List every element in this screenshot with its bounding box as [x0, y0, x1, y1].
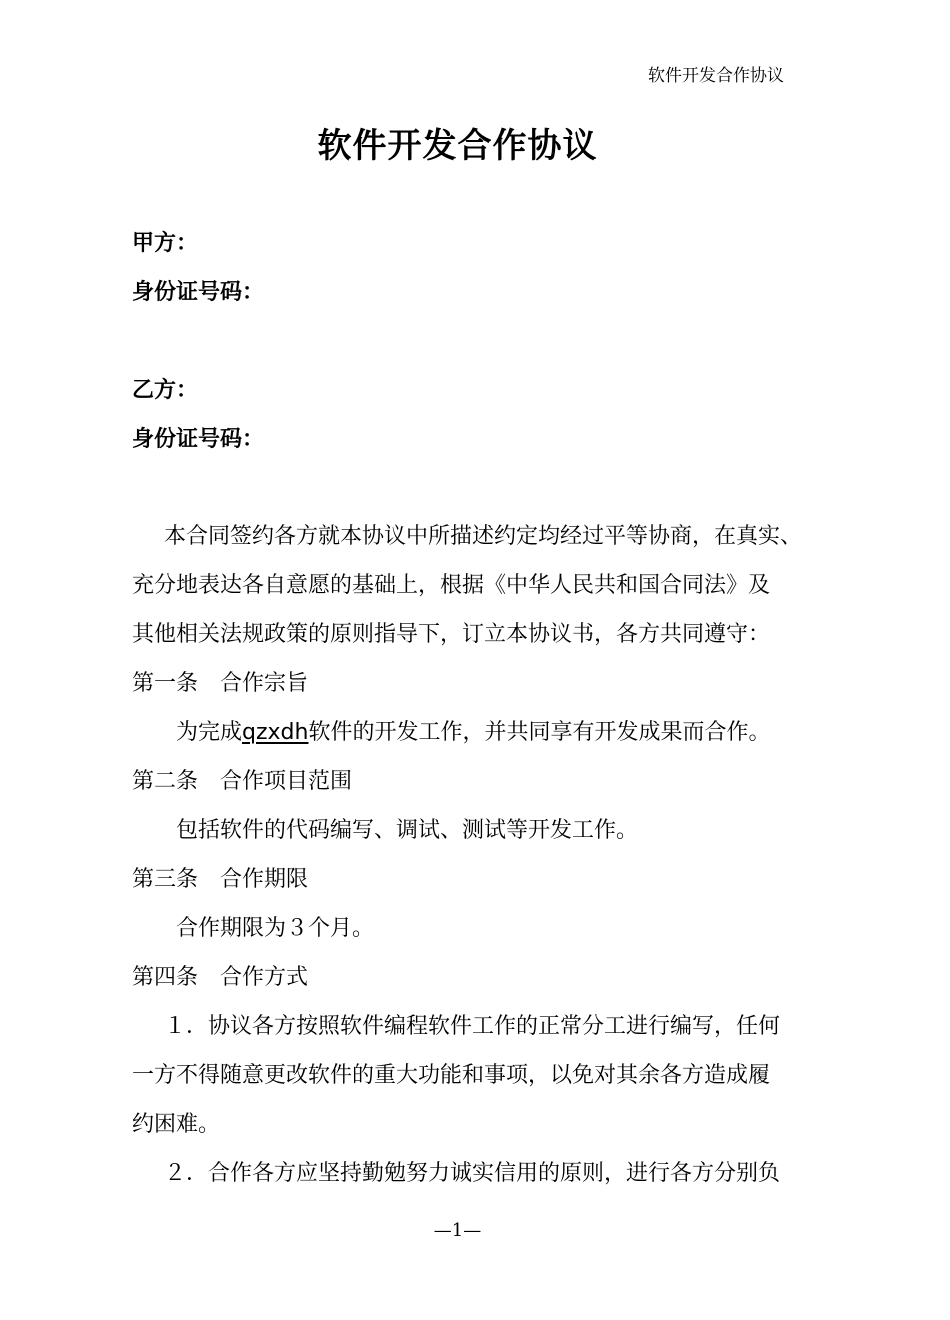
article-4-title: 合作方式 [220, 965, 309, 990]
article-4-number: 第四条 [132, 965, 199, 990]
article-2-heading [132, 766, 352, 798]
article-1-title: 合作宗旨 [220, 671, 309, 696]
preamble-line-1: 本合同签约各方就本协议中所描述约定均经过平等协商，在真实、 [164, 524, 803, 549]
article-2-number: 第二条 [132, 769, 199, 794]
article-4-clause-1-line-1: １．协议各方按照软件编程软件工作的正常分工进行编写，任何 [164, 1014, 781, 1039]
article-3-number: 第三条 [132, 867, 199, 892]
article-4-clause-2-line-1: ２．合作各方应坚持勤勉努力诚实信用的原则，进行各方分别负 [164, 1161, 781, 1186]
article-3-title: 合作期限 [220, 867, 309, 892]
article-1-text [176, 717, 770, 749]
article-1-text-after: 软件的开发工作，并共同享有开发成果而合作。 [308, 720, 771, 745]
preamble-line-3: 其他相关法规政策的原则指导下，订立本协议书，各方共同遵守： [132, 622, 771, 647]
article-2-text: 包括软件的代码编写、调试、测试等开发工作。 [176, 818, 639, 843]
page-number: —1— [433, 1220, 482, 1241]
software-name: qzxdh [242, 720, 309, 745]
party-b-id-label: 身份证号码： [132, 427, 265, 452]
article-1-number: 第一条 [132, 671, 199, 696]
document-title: 软件开发合作协议 [317, 126, 598, 166]
party-a-label: 甲方： [132, 231, 199, 256]
article-3-text: 合作期限为３个月。 [176, 916, 375, 941]
article-3-heading [132, 864, 308, 896]
article-1-text-before: 为完成 [176, 720, 243, 745]
party-a-id-label: 身份证号码： [132, 280, 265, 305]
article-2-title: 合作项目范围 [220, 769, 353, 794]
article-4-clause-1-line-2: 一方不得随意更改软件的重大功能和事项，以免对其余各方造成履 [132, 1063, 771, 1088]
preamble-line-2: 充分地表达各自意愿的基础上，根据《中华人民共和国合同法》及 [132, 573, 771, 598]
running-header: 软件开发合作协议 [648, 66, 784, 86]
party-b-label: 乙方： [132, 378, 199, 403]
article-4-clause-1-line-3: 约困难。 [132, 1112, 221, 1137]
article-4-heading [132, 962, 308, 994]
article-1-heading [132, 668, 308, 700]
